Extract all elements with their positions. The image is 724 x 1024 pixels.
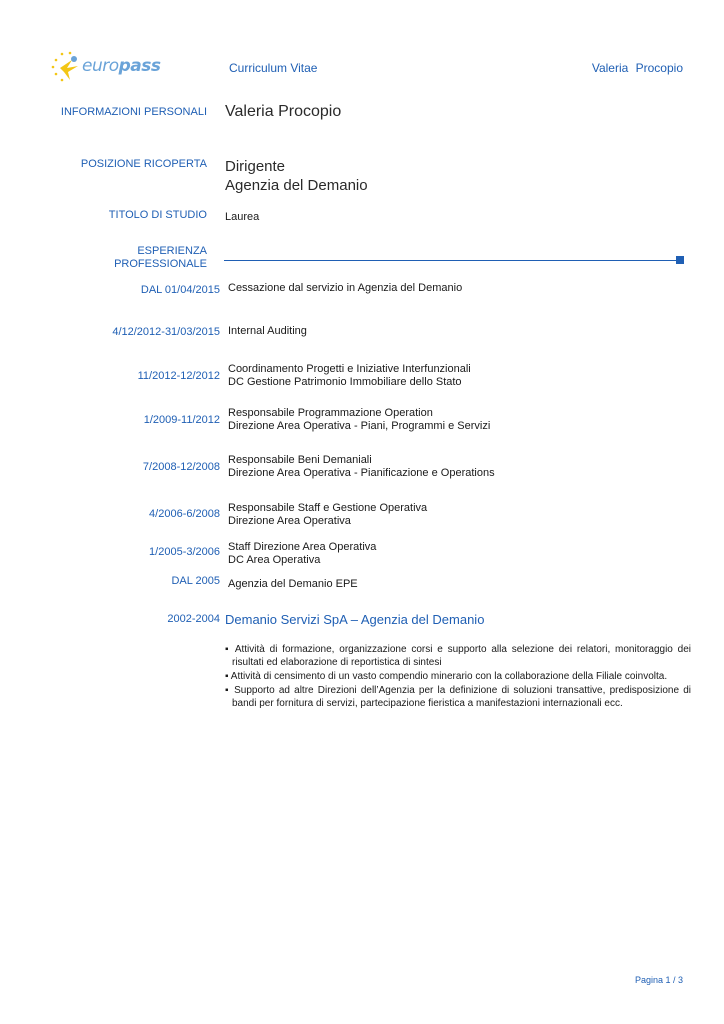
europass-figure-icon: [50, 50, 86, 84]
entry-date: 1/2005-3/2006: [149, 546, 220, 558]
europass-wordmark: europass: [82, 56, 161, 76]
entry-description: Agenzia del Demanio EPE: [228, 578, 358, 590]
entry-description: Staff Direzione Area Operativa DC Area Operativa: [228, 541, 377, 566]
entry-date: 7/2008-12/2008: [142, 461, 220, 473]
europass-logo: [50, 50, 160, 84]
entry-date: DAL 01/04/2015: [140, 284, 220, 296]
section-label-education: TITOLO DI STUDIO: [108, 209, 207, 221]
entry-date: 1/2009-11/2012: [143, 414, 220, 426]
person-name: Valeria Procopio: [225, 103, 342, 120]
page-number: Pagina 1 / 3: [634, 975, 683, 985]
entry-description: Cessazione dal servizio in Agenzia del Demanio: [228, 282, 463, 294]
document-type-label: Curriculum Vitae: [229, 61, 318, 75]
entry-description: Responsabile Beni Demaniali Direzione Area Operativa - Pianificazione e Operations: [228, 454, 495, 479]
job-bullet: ▪ Attività di censimento di un vasto compendio minerario con la collaborazione della Filiale coinvolta.: [225, 671, 668, 682]
section-divider: [224, 260, 680, 261]
section-label-personal-info: INFORMAZIONI PERSONALI: [60, 106, 207, 118]
entry-date: 11/2012-12/2012: [137, 370, 220, 382]
entry-description: Responsabile Programmazione Operation Direzione Area Operativa - Piani, Programmi e Servizi: [228, 407, 491, 432]
entry-description: Responsabile Staff e Gestione Operativa Direzione Area Operativa: [228, 502, 428, 527]
job-bullet: ▪ Attività di formazione, organizzazione corsi e supporto alla selezione dei relatori, monitoraggio dei risultati ed elaborazione di reportistica di sintesi: [225, 644, 691, 668]
section-label-position: POSIZIONE RICOPERTA: [80, 158, 207, 170]
entry-date: DAL 2005: [171, 575, 220, 587]
position-title: [225, 157, 368, 195]
section-label-experience: ESPERIENZA PROFESSIONALE: [114, 245, 207, 270]
position-line-1: Dirigente: [225, 158, 286, 175]
education-value: Laurea: [225, 211, 260, 223]
entry-description: Internal Auditing: [228, 325, 307, 337]
entry-description: Coordinamento Progetti e Iniziative Interfunzionali DC Gestione Patrimonio Immobiliare dello Stato: [228, 363, 471, 388]
job-title: Demanio Servizi SpA – Agenzia del Demanio: [225, 612, 485, 627]
job-bullet: ▪ Supporto ad altre Direzioni dell’Agenzia per la definizione di soluzioni transattive, predisposizione di bandi per fornitura di servizi, partecipazione fieristica a manifestazioni internazionali ecc.: [225, 685, 691, 709]
header-person-name: Valeria Procopio: [591, 61, 683, 75]
job-date: 2002-2004: [167, 613, 220, 625]
section-divider-marker: [676, 256, 684, 264]
entry-date: 4/12/2012-31/03/2015: [112, 326, 220, 338]
entry-date: 4/2006-6/2008: [149, 508, 220, 520]
position-line-2: Agenzia del Demanio: [225, 177, 368, 194]
